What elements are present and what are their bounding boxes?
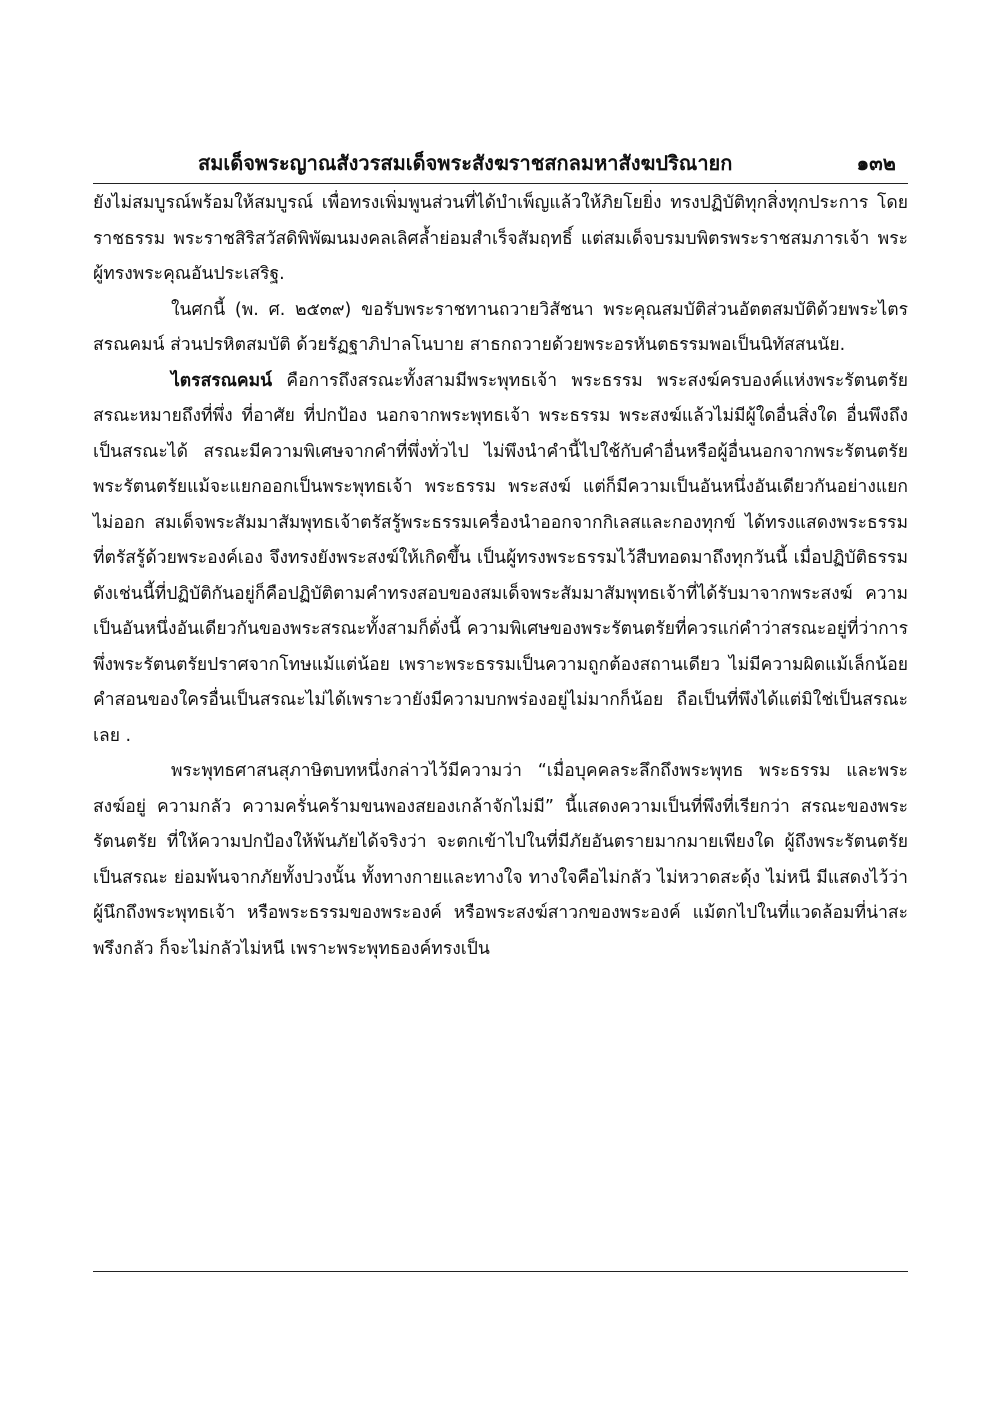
footer-divider [93,1271,908,1272]
document-body [93,186,908,967]
header-title: สมเด็จพระญาณสังวรสมเด็จพระสังฆราชสกลมหาสังฆปริณายก [198,151,733,175]
paragraph-3-text: คือการถึงสรณะทั้งสามมีพระพุทธเจ้า พระธรรม พระสงฆ์ครบองค์แห่งพระรัตนตรัย สรณะหมายถึงที่พึ่ง ที่อาศัย ที่ปกป้อง นอกจากพระพุทธเจ้า พระธรรม พระสงฆ์แล้วไม่มีผู้ใดอื่นสิ่งใด อื่นพึงถึงเป็นสรณะได้ สรณะมีความพิเศษจากคำที่พึ่งทั่วไป ไม่พึงนำคำนี้ไปใช้กับคำอื่นหรือผู้อื่นนอกจากพระรัตนตรัย พระรัตนตรัยแม้จะแยกออกเป็นพระพุทธเจ้า พระธรรม พระสงฆ์ แต่ก็มีความเป็นอันหนึ่งอันเดียวกันอย่างแยกไม่ออก สมเด็จพระสัมมาสัมพุทธเจ้าตรัสรู้พระธรรมเครื่องนำออกจากกิเลสและกองทุกข์ ได้ทรงแสดงพระธรรมที่ตรัสรู้ด้วยพระองค์เอง จึงทรงยังพระสงฆ์ให้เกิดขึ้น เป็นผู้ทรงพระธรรมไว้สืบทอดมาถึงทุกวันนี้ เมื่อปฏิบัติธรรมดังเช่นนี้ที่ปฏิบัติกันอยู่ก็คือปฏิบัติตามคำทรงสอบของสมเด็จพระสัมมาสัมพุทธเจ้าที่ได้รับมาจากพระสงฆ์ ความเป็นอันหนึ่งอันเดียวกันของพระสรณะทั้งสามก็ดั่งนี้ ความพิเศษของพระรัตนตรัยที่ควรแก่คำว่าสรณะอยู่ที่ว่าการพึ่งพระรัตนตรัยปราศจากโทษแม้แต่น้อย เพราะพระธรรมเป็นความถูกต้องสถานเดียว ไม่มีความผิดแม้เล็กน้อย คำสอนของใครอื่นเป็นสรณะไม่ได้เพราะวายังมีความบกพร่องอยู่ไม่มากก็น้อย ถือเป็นที่พึงได้แต่มิใช่เป็นสรณะเลย . [93,370,908,746]
paragraph-4: พระพุทธศาสนสุภาษิตบทหนึ่งกล่าวไว้มีความว่า “เมื่อบุคคลระลึกถึงพระพุทธ พระธรรม และพระสงฆ์อยู่ ความกลัว ความครั่นคร้ามขนพองสยองเกล้าจักไม่มี” นี้แสดงความเป็นที่พึงที่เรียกว่า สรณะของพระรัตนตรัย ที่ให้ความปกป้องให้พ้นภัยได้จริงว่า จะตกเข้าไปในที่มีภัยอันตรายมากมายเพียงใด ผู้ถึงพระรัตนตรัยเป็นสรณะ ย่อมพ้นจากภัยทั้งปวงนั้น ทั้งทางกายและทางใจ ทางใจคือไม่กลัว ไม่หวาดสะดุ้ง ไม่หนี มีแสดงไว้ว่า ผู้นึกถึงพระพุทธเจ้า หรือพระธรรมของพระองค์ หรือพระสงฆ์สาวกของพระองค์ แม้ตกไปในที่แวดล้อมที่น่าสะพรึงกลัว ก็จะไม่กลัวไม่หนี เพราะพระพุทธองค์ทรงเป็น [93,761,908,959]
paragraph-3 [93,364,908,755]
page-number: ๑๓๒ [856,151,896,175]
paragraph-2: ในศกนี้ (พ. ศ. ๒๕๓๙) ขอรับพระราชทานถวายวิสัชนา พระคุณสมบัติส่วนอัตตสมบัติด้วยพระไตรสรณคมน์ ส่วนปรหิตสมบัติ ด้วยรัฏฐาภิปาลโนบาย สาธกถวายด้วยพระอรหันตธรรมพอเป็นนิทัสสนนัย. [93,299,908,355]
page-header [93,143,908,184]
paragraph-1: ยังไม่สมบูรณ์พร้อมให้สมบูรณ์ เพื่อทรงเพิ่มพูนส่วนที่ได้บำเพ็ญแล้วให้ภิยโยยิ่ง ทรงปฏิบัติทุกสิ่งทุกประการ โดยราชธรรม พระราชสิริสวัสดิพิพัฒนมงคลเลิศล้ำย่อมสำเร็จสัมฤทธิ์ แต่สมเด็จบรมบพิตรพระราชสมภารเจ้า พระผู้ทรงพระคุณอันประเสริฐ. [93,193,908,284]
term-trisarana: ไตรสรณคมน์ [171,370,273,391]
